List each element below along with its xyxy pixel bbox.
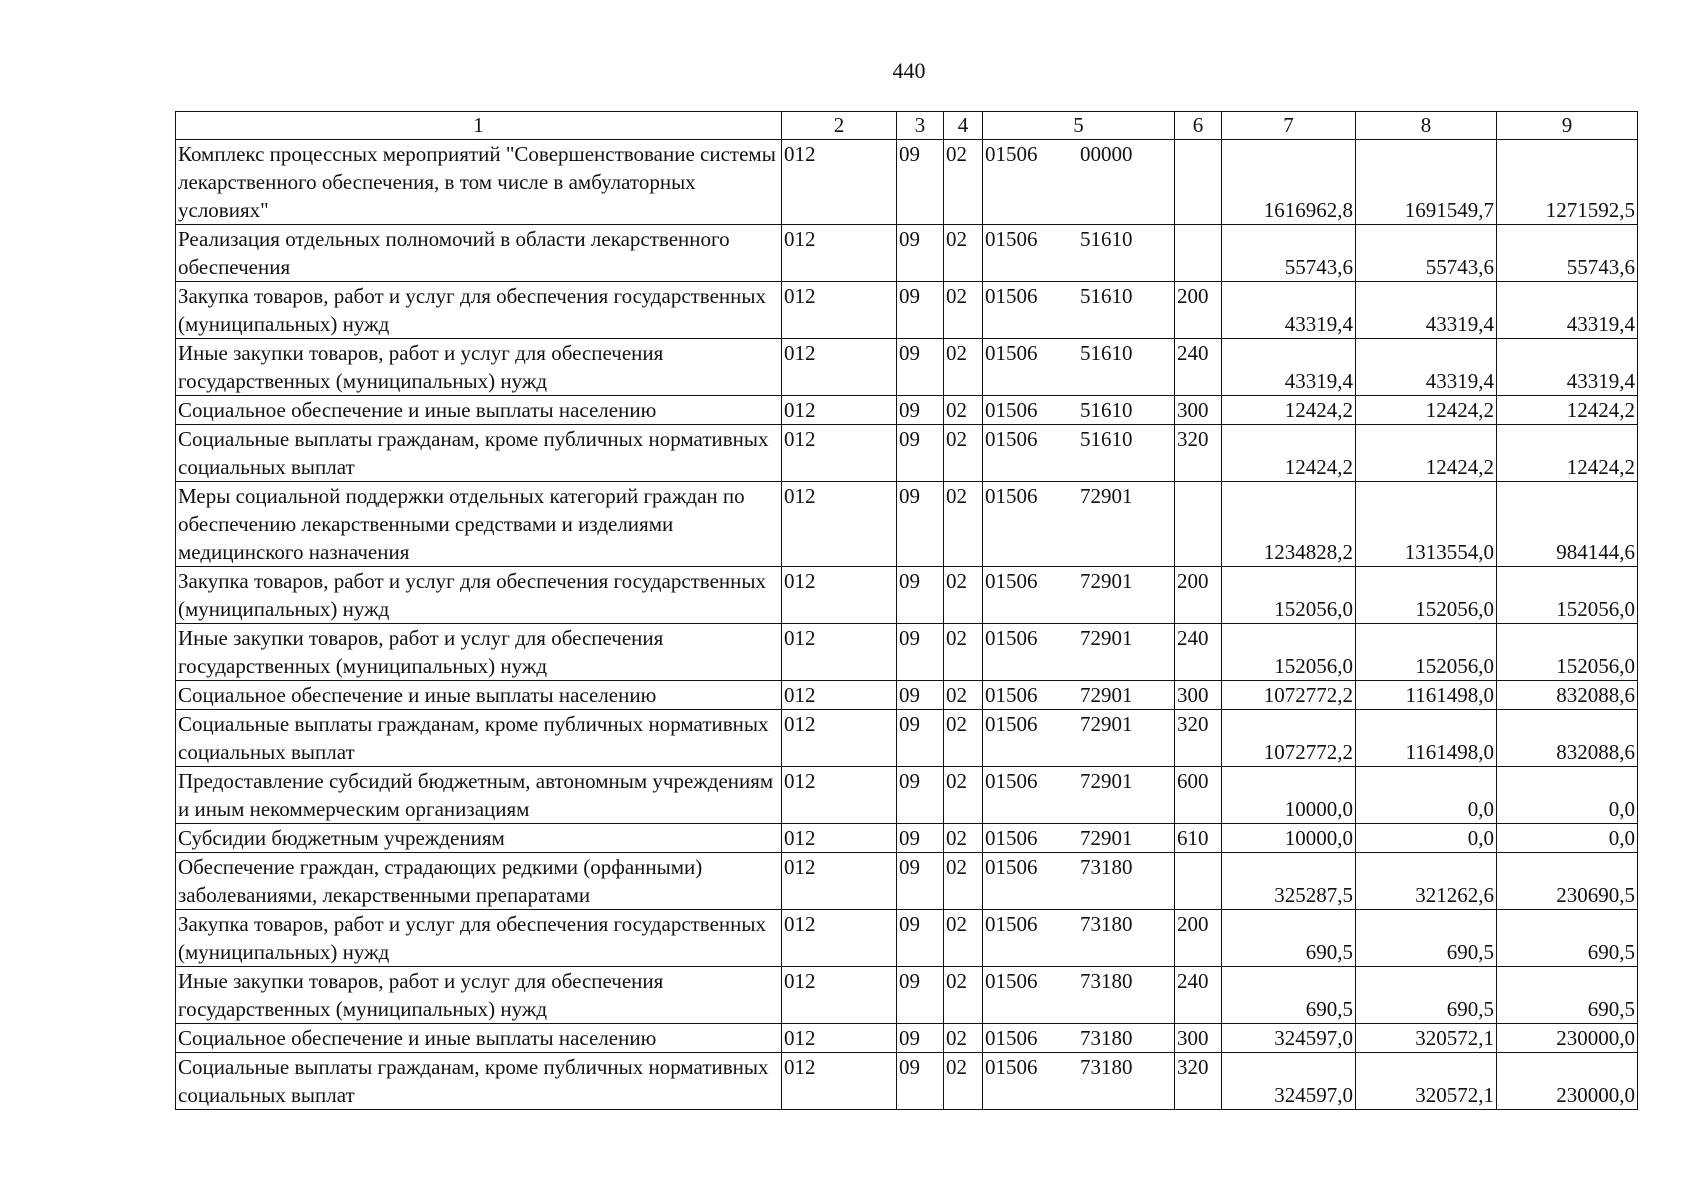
row-amount-year3-cell: 230690,5 [1497,853,1638,910]
row-ministry-code-cell: 012 [782,482,897,567]
row-amount-year2-cell: 1313554,0 [1356,482,1497,567]
row-direction-code: 72901 [1080,712,1133,736]
row-subsection-cell: 02 [944,282,983,339]
row-ministry-code-cell: 012 [782,339,897,396]
header-cell-3: 3 [897,112,944,140]
table-row [176,396,1638,425]
table-row [176,1024,1638,1053]
row-direction-code: 72901 [1080,683,1133,707]
row-subsection-cell: 02 [944,225,983,282]
row-program-code: 01506 [985,142,1038,166]
row-name-cell: Социальное обеспечение и иные выплаты населению [176,1024,782,1053]
row-target-article-cell [983,1053,1175,1110]
row-target-article-cell [983,140,1175,225]
row-amount-year1-cell: 1072772,2 [1222,681,1356,710]
row-name-cell: Реализация отдельных полномочий в области лекарственного обеспечения [176,225,782,282]
row-direction-code: 51610 [1080,227,1133,251]
row-program-code: 01506 [985,398,1038,422]
row-target-article-cell [983,910,1175,967]
row-ministry-code-cell: 012 [782,767,897,824]
row-expense-type-cell: 200 [1175,567,1222,624]
row-target-article-cell [983,1024,1175,1053]
row-direction-code: 72901 [1080,569,1133,593]
row-amount-year2-cell: 1161498,0 [1356,681,1497,710]
row-amount-year3-cell: 230000,0 [1497,1053,1638,1110]
row-ministry-code-cell: 012 [782,1053,897,1110]
row-program-code: 01506 [985,855,1038,879]
row-name-cell: Предоставление субсидий бюджетным, автономным учреждениям и иным некоммерческим организациям [176,767,782,824]
row-program-code: 01506 [985,912,1038,936]
row-subsection-cell: 02 [944,425,983,482]
row-name-cell: Социальное обеспечение и иные выплаты населению [176,396,782,425]
row-subsection-cell: 02 [944,396,983,425]
table-row [176,567,1638,624]
row-expense-type-cell: 240 [1175,339,1222,396]
row-amount-year3-cell: 152056,0 [1497,567,1638,624]
row-name-cell: Социальное обеспечение и иные выплаты населению [176,681,782,710]
row-subsection-cell: 02 [944,853,983,910]
table-row [176,681,1638,710]
row-ministry-code-cell: 012 [782,824,897,853]
header-cell-1: 1 [176,112,782,140]
row-name-cell: Меры социальной поддержки отдельных категорий граждан по обеспечению лекарственными средствами и изделиями медицинского назначения [176,482,782,567]
row-direction-code: 73180 [1080,912,1133,936]
row-expense-type-cell: 200 [1175,282,1222,339]
row-target-article-cell [983,853,1175,910]
row-ministry-code-cell: 012 [782,853,897,910]
row-ministry-code-cell: 012 [782,910,897,967]
row-subsection-cell: 02 [944,482,983,567]
row-amount-year2-cell: 0,0 [1356,767,1497,824]
row-amount-year2-cell: 0,0 [1356,824,1497,853]
row-ministry-code-cell: 012 [782,396,897,425]
row-subsection-cell: 02 [944,1024,983,1053]
row-subsection-cell: 02 [944,967,983,1024]
table-row [176,425,1638,482]
page-number: 440 [892,58,926,83]
row-amount-year3-cell: 984144,6 [1497,482,1638,567]
row-expense-type-cell: 300 [1175,681,1222,710]
row-section-cell: 09 [897,282,944,339]
row-section-cell: 09 [897,140,944,225]
row-amount-year3-cell: 55743,6 [1497,225,1638,282]
row-amount-year1-cell: 152056,0 [1222,567,1356,624]
row-expense-type-cell: 300 [1175,1024,1222,1053]
row-target-article-cell [983,767,1175,824]
row-amount-year1-cell: 1616962,8 [1222,140,1356,225]
header-cell-9: 9 [1497,112,1638,140]
row-amount-year3-cell: 12424,2 [1497,425,1638,482]
row-direction-code: 51610 [1080,284,1133,308]
row-target-article-cell [983,482,1175,567]
row-expense-type-cell: 600 [1175,767,1222,824]
row-name-cell: Закупка товаров, работ и услуг для обеспечения государственных (муниципальных) нужд [176,910,782,967]
row-expense-type-cell: 320 [1175,710,1222,767]
row-target-article-cell [983,824,1175,853]
row-amount-year3-cell: 0,0 [1497,767,1638,824]
row-expense-type-cell: 240 [1175,967,1222,1024]
row-amount-year3-cell: 1271592,5 [1497,140,1638,225]
row-section-cell: 09 [897,853,944,910]
row-direction-code: 51610 [1080,427,1133,451]
row-section-cell: 09 [897,710,944,767]
row-program-code: 01506 [985,626,1038,650]
row-direction-code: 72901 [1080,484,1133,508]
row-target-article-cell [983,967,1175,1024]
row-amount-year2-cell: 43319,4 [1356,282,1497,339]
row-target-article-cell [983,710,1175,767]
row-expense-type-cell [1175,853,1222,910]
row-amount-year2-cell: 12424,2 [1356,425,1497,482]
table-body [176,112,1638,1110]
header-cell-8: 8 [1356,112,1497,140]
row-ministry-code-cell: 012 [782,225,897,282]
row-target-article-cell [983,681,1175,710]
table-row [176,767,1638,824]
row-amount-year3-cell: 230000,0 [1497,1024,1638,1053]
row-expense-type-cell: 610 [1175,824,1222,853]
row-section-cell: 09 [897,624,944,681]
header-cell-2: 2 [782,112,897,140]
row-target-article-cell [983,282,1175,339]
table-row [176,910,1638,967]
row-name-cell: Иные закупки товаров, работ и услуг для обеспечения государственных (муниципальных) нужд [176,624,782,681]
row-amount-year1-cell: 10000,0 [1222,824,1356,853]
table-row [176,710,1638,767]
row-section-cell: 09 [897,967,944,1024]
row-amount-year2-cell: 320572,1 [1356,1024,1497,1053]
row-program-code: 01506 [985,484,1038,508]
row-amount-year2-cell: 12424,2 [1356,396,1497,425]
row-section-cell: 09 [897,767,944,824]
row-target-article-cell [983,225,1175,282]
table-row [176,225,1638,282]
header-cell-4: 4 [944,112,983,140]
budget-table [175,111,1638,1110]
row-direction-code: 51610 [1080,341,1133,365]
row-amount-year1-cell: 1072772,2 [1222,710,1356,767]
row-amount-year3-cell: 12424,2 [1497,396,1638,425]
row-ministry-code-cell: 012 [782,1024,897,1053]
row-direction-code: 72901 [1080,826,1133,850]
row-target-article-cell [983,567,1175,624]
row-amount-year1-cell: 690,5 [1222,910,1356,967]
row-expense-type-cell: 240 [1175,624,1222,681]
row-amount-year1-cell: 324597,0 [1222,1024,1356,1053]
row-subsection-cell: 02 [944,767,983,824]
row-amount-year2-cell: 1161498,0 [1356,710,1497,767]
table-row [176,482,1638,567]
table-row [176,282,1638,339]
row-section-cell: 09 [897,824,944,853]
row-target-article-cell [983,339,1175,396]
row-amount-year1-cell: 55743,6 [1222,225,1356,282]
row-expense-type-cell: 320 [1175,425,1222,482]
row-name-cell: Закупка товаров, работ и услуг для обеспечения государственных (муниципальных) нужд [176,567,782,624]
row-name-cell: Комплекс процессных мероприятий "Совершенствование системы лекарственного обеспечения, в том числе в амбулаторных условиях" [176,140,782,225]
row-subsection-cell: 02 [944,824,983,853]
row-name-cell: Иные закупки товаров, работ и услуг для обеспечения государственных (муниципальных) нужд [176,967,782,1024]
table-row [176,824,1638,853]
table-row [176,967,1638,1024]
row-direction-code: 73180 [1080,969,1133,993]
row-subsection-cell: 02 [944,624,983,681]
row-name-cell: Субсидии бюджетным учреждениям [176,824,782,853]
row-section-cell: 09 [897,339,944,396]
row-program-code: 01506 [985,1026,1038,1050]
row-amount-year1-cell: 43319,4 [1222,282,1356,339]
row-amount-year2-cell: 152056,0 [1356,624,1497,681]
row-name-cell: Социальные выплаты гражданам, кроме публичных нормативных социальных выплат [176,1053,782,1110]
row-expense-type-cell [1175,482,1222,567]
row-amount-year3-cell: 690,5 [1497,910,1638,967]
header-cell-7: 7 [1222,112,1356,140]
row-subsection-cell: 02 [944,910,983,967]
row-expense-type-cell [1175,140,1222,225]
row-ministry-code-cell: 012 [782,710,897,767]
row-amount-year3-cell: 43319,4 [1497,282,1638,339]
row-ministry-code-cell: 012 [782,567,897,624]
row-program-code: 01506 [985,284,1038,308]
row-ministry-code-cell: 012 [782,140,897,225]
row-amount-year3-cell: 832088,6 [1497,681,1638,710]
row-amount-year1-cell: 152056,0 [1222,624,1356,681]
table-row [176,853,1638,910]
row-direction-code: 72901 [1080,769,1133,793]
row-name-cell: Обеспечение граждан, страдающих редкими (орфанными) заболеваниями, лекарственными препаратами [176,853,782,910]
row-subsection-cell: 02 [944,1053,983,1110]
row-amount-year2-cell: 321262,6 [1356,853,1497,910]
row-section-cell: 09 [897,567,944,624]
row-subsection-cell: 02 [944,567,983,624]
row-direction-code: 51610 [1080,398,1133,422]
row-expense-type-cell: 320 [1175,1053,1222,1110]
row-amount-year1-cell: 43319,4 [1222,339,1356,396]
row-amount-year1-cell: 12424,2 [1222,425,1356,482]
row-direction-code: 00000 [1080,142,1133,166]
row-amount-year1-cell: 324597,0 [1222,1053,1356,1110]
row-ministry-code-cell: 012 [782,681,897,710]
row-program-code: 01506 [985,683,1038,707]
row-ministry-code-cell: 012 [782,967,897,1024]
row-section-cell: 09 [897,1024,944,1053]
row-program-code: 01506 [985,427,1038,451]
row-program-code: 01506 [985,712,1038,736]
row-direction-code: 73180 [1080,855,1133,879]
row-target-article-cell [983,624,1175,681]
row-amount-year1-cell: 690,5 [1222,967,1356,1024]
row-direction-code: 73180 [1080,1026,1133,1050]
table-row [176,339,1638,396]
row-subsection-cell: 02 [944,710,983,767]
row-name-cell: Закупка товаров, работ и услуг для обеспечения государственных (муниципальных) нужд [176,282,782,339]
table-row [176,140,1638,225]
row-target-article-cell [983,425,1175,482]
row-program-code: 01506 [985,227,1038,251]
row-amount-year1-cell: 12424,2 [1222,396,1356,425]
row-amount-year2-cell: 320572,1 [1356,1053,1497,1110]
row-amount-year3-cell: 43319,4 [1497,339,1638,396]
row-ministry-code-cell: 012 [782,425,897,482]
row-program-code: 01506 [985,769,1038,793]
row-section-cell: 09 [897,910,944,967]
row-expense-type-cell: 300 [1175,396,1222,425]
row-expense-type-cell [1175,225,1222,282]
row-amount-year2-cell: 690,5 [1356,967,1497,1024]
row-amount-year2-cell: 1691549,7 [1356,140,1497,225]
row-amount-year3-cell: 0,0 [1497,824,1638,853]
row-section-cell: 09 [897,482,944,567]
row-direction-code: 73180 [1080,1055,1133,1079]
row-amount-year2-cell: 152056,0 [1356,567,1497,624]
row-section-cell: 09 [897,1053,944,1110]
row-program-code: 01506 [985,969,1038,993]
row-ministry-code-cell: 012 [782,282,897,339]
row-section-cell: 09 [897,225,944,282]
row-amount-year2-cell: 55743,6 [1356,225,1497,282]
row-subsection-cell: 02 [944,140,983,225]
row-ministry-code-cell: 012 [782,624,897,681]
header-cell-5: 5 [983,112,1175,140]
row-amount-year1-cell: 325287,5 [1222,853,1356,910]
row-section-cell: 09 [897,681,944,710]
table-row [176,1053,1638,1110]
row-program-code: 01506 [985,569,1038,593]
table-row [176,624,1638,681]
row-subsection-cell: 02 [944,681,983,710]
row-amount-year2-cell: 690,5 [1356,910,1497,967]
row-section-cell: 09 [897,425,944,482]
row-amount-year1-cell: 1234828,2 [1222,482,1356,567]
row-subsection-cell: 02 [944,339,983,396]
row-target-article-cell [983,396,1175,425]
header-cell-6: 6 [1175,112,1222,140]
row-section-cell: 09 [897,396,944,425]
header-row [176,112,1638,140]
row-program-code: 01506 [985,341,1038,365]
row-program-code: 01506 [985,826,1038,850]
row-amount-year3-cell: 690,5 [1497,967,1638,1024]
row-direction-code: 72901 [1080,626,1133,650]
row-name-cell: Социальные выплаты гражданам, кроме публичных нормативных социальных выплат [176,710,782,767]
row-amount-year1-cell: 10000,0 [1222,767,1356,824]
row-amount-year3-cell: 832088,6 [1497,710,1638,767]
row-amount-year2-cell: 43319,4 [1356,339,1497,396]
row-amount-year3-cell: 152056,0 [1497,624,1638,681]
row-name-cell: Социальные выплаты гражданам, кроме публичных нормативных социальных выплат [176,425,782,482]
row-expense-type-cell: 200 [1175,910,1222,967]
row-name-cell: Иные закупки товаров, работ и услуг для обеспечения государственных (муниципальных) нужд [176,339,782,396]
row-program-code: 01506 [985,1055,1038,1079]
